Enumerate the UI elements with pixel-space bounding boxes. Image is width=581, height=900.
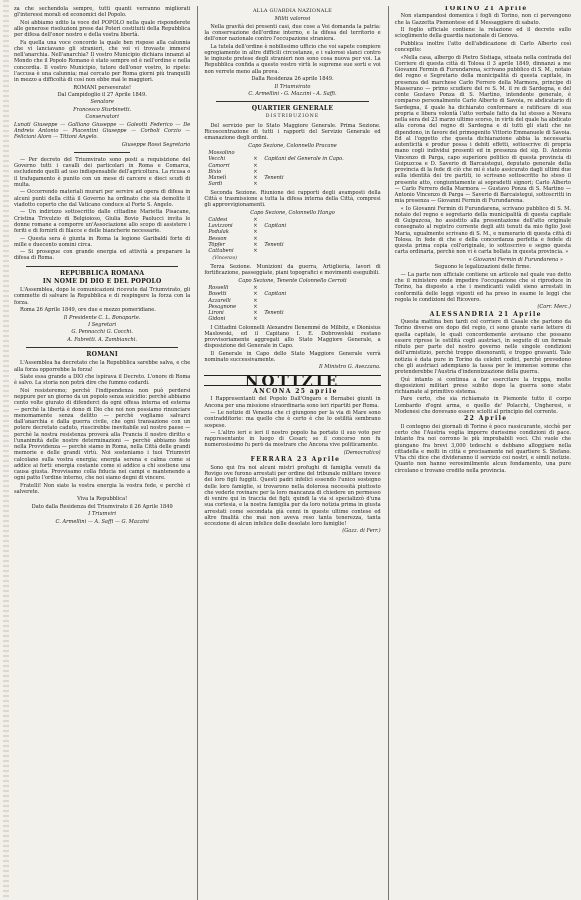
torino-p1: Non stampandosi domenica i fogli di Torino, non ci pervengono che la Gazzetta Piemontese ed il Messaggiere di sabato. [394, 13, 571, 26]
col1-d5: — Si prosegue con grande energia ed attività a preparare la difesa di Roma. [14, 249, 191, 262]
officer-mark: × [253, 223, 258, 230]
col1-p2: Fa quella una voce concorde la quale ben rispose alla calunnia che vi lanciavano gli stranieri, che voi vi trovaste immersi nell'anarchia. Nell'anarchia? Il vostro Municipio dichiara innanzi al Mondo che il Popolo Romano è stato sempre ed è nell'ordine e nella concordia. Il vostro Municipio, tutore dell'onor vostro, lo ripete: l'accusa è una calunnia; mai cercato per Roma giorni più tranquilli in mezzo a difficoltà di così non ebbe mai le maggiori. [14, 39, 191, 84]
officer-mark: × [253, 310, 258, 316]
column-2 [197, 6, 380, 900]
qg-sez3: Terza Sezione. Munizioni da guerra, Artiglieria, lavori di fortificazione, passeggiate, piani topografici e movimenti eseguibili. [204, 263, 381, 277]
officer-name: Mossolino [208, 150, 235, 157]
officer-mark: × [253, 248, 258, 255]
officer-mark: × [253, 303, 258, 310]
officer-mark: × [253, 297, 258, 304]
qg-capo-3: Capo Sezione, Tenente Colonnello Cerroti [238, 277, 347, 284]
col2-p2-date: Dalla Residenza 26 aprile 1849. [251, 76, 334, 83]
genova-text: Il contegno dei giornali di Torino è poco rassicurante, sicchè per certo che l'Austria voglia imporre durissime condizioni di pace. Intanto fra noi corrono le più improbabili voci. Chi vuole che giungano fra brevi 3,000 tedeschi e debbano alloggiare nella cittadella e molti in città e precisamente nel quartiere S. Stefano. V'ha chi dice che divideranno il servizio coi nostri, e simili notizie. Quanto non hanno verosimilmente alcun fondamento, una pure circolano e trovano credito nella provincia. [394, 423, 571, 474]
torino-p4-source: (Corr. Merc.) [537, 304, 571, 311]
officer-rank-note: Capitani [264, 291, 287, 298]
officer-mark: × [253, 156, 258, 163]
col1-dated: Dal Campidoglio il 27 Aprile 1849. [57, 92, 147, 98]
ferrara-source: (Gazz. di Ferr.) [342, 528, 381, 535]
col2-topline: ALLA GUARDIA NAZIONALE [253, 8, 332, 14]
column-1 [14, 6, 190, 900]
rep-date: Roma 26 Aprile 1849, ore due e mezzo pomeridiane. [20, 307, 156, 314]
officer-row [208, 316, 380, 322]
rep-segr-1: G. Pennacchi G. Cocchi. [71, 329, 133, 336]
officer-row [208, 248, 380, 254]
cosi-source: (Democratico) [343, 449, 381, 456]
officer-mark: × [253, 229, 258, 236]
ferrara-text: Sono qui fra noi alcuni mistri profughi di famiglia venuti da Rovigo ove furono arrestati per ordine del tribunale militare invece dei loro figli fuggiti. Questi padri infelici essendo l'unico sostegno delle loro famiglie, si trovarono nella dolorosa necessità piuttosto che vederle rovinare per la loro mancanza di chiedere un permesso di venire qui in traccia dei figli; quindi la via si specializzò d'una sua cortesia, e la nostra famiglia pur da loro notizia prima in giusta arrestati come secondata già cenni in queste ultime contese ed altre finalità che mai non aveva reso tanta tenerezza, tanta eccezione di alcun infelice delle desolate loro famiglie! [204, 464, 381, 527]
officer-name: Lironi [208, 310, 224, 316]
officer-mark: × [253, 241, 258, 248]
col1-conserv-label: Conservatori [85, 114, 119, 121]
col1-shout: ROMANI perseverate! [73, 84, 132, 91]
officer-name: Besson [208, 235, 227, 242]
officer-name: Bixio [208, 168, 222, 175]
romani-trium-label: I Triumviri [88, 511, 117, 518]
alessandria-heading: ALESSANDRIA 21 Aprile [429, 310, 542, 318]
officer-rank-note: Capitani [264, 223, 287, 230]
divider [26, 347, 178, 348]
officer-name: Caldesi [208, 216, 228, 223]
officer-name: Sardi [208, 181, 223, 188]
col2-trium: C. Armellini - G. Mazzini - A. Saffi. [248, 90, 337, 97]
romani-trium: C. Armellini — A. Saffi — G. Mazzini [55, 518, 149, 525]
genova-heading: 22 Aprile [464, 415, 508, 423]
officer-row [208, 181, 380, 187]
atto-text: «Nella casa, albergo di Pietro Sistiaga, situata nella contrada del Corriere di questa città di Tolosa il 3 aprile 1849, dinnanzi a me Giovanni Fermin di Furundarena, scrivano pubblico di S. M., notaio del regno e Segretario della municipalità di questa capitale, in presenza del marchese Carlo Ferrero della Marmora, principe di Masserano — primo scudiere del re S. M. il re di Sardegna, e del conte Gustavo Ponza di S. Martino, intendente generale, è comparso personalmente Carlo Alberto di Savoia, re abdicatario di Sardegna, il quale ha dichiarato conformare e ratificare di sua propria e libera volontà l'atto verbale fatto da lui stesso a Novara nella sera del 23 marzo ultimo scorso, in virtù del quale ha abdicato alla corona del regno di Sardegna e di tutti gli stati che ne dipendono, in favore del primogenito Vittorio Emmanuele di Savoia. Ed al l'oggetto che questa dichiarazione abbia la necessaria autenticità e produr possa i debiti effetti, sottoscrive di propria mano cogli individui presenti ed in presenza del sig. D. Antonio Vincenzo di Parga, capo superiore politico di questa provincia di Guipuzcoa e D. Saverio di Barcaistegui, deputato generale della provincia di la fede di ciò che mi è stato assicurato dagli ultimi due sulla identità dei tre partiti, io scrivano sottoscritto ho steso il presente atto, congiuntamente ai sopradetti signori; Carlo Alberto — Carlo Ferrero della Marmora — Gustavo Ponza di S. Martino — Antonio Vincenzo di Parga — Saverio di Barcaistegui, sottoscritti in mia presenza — Giovanni Fermin di Furundarena. [394, 54, 571, 205]
col1-conserv-names: Lunati Giuseppe — Galliano Giuseppe — Galeotti Federico — De Andreis Antonio — Piacentini Giuseppe — Corboli Corzio — Feliciani Aloro — Tittoni Angelo. [14, 121, 191, 141]
ancona-text: I Rappresentanti del Popolo Dall'Ongaro e Bernabei giunti in Ancona per una missione straordinaria sono ieri ripartiti per Roma. [204, 396, 381, 409]
officer-mark: × [253, 162, 258, 169]
qg-cittadini: I Cittadini Colonnelli Alexandre Ilenemmé de Milbitz, e Dionisius Maslowski, ed il Capitano I. E. Dobrowolski restano provvisoriamente aggregati allo Stato Maggiore Generale, a disposizione del Generale in Capo. [204, 324, 381, 350]
romani-p1: L'Assemblea ha decretato che la Repubblica sarebbe salva, e che alla forza opporrebbe la forza! [14, 360, 191, 373]
divider [74, 152, 130, 153]
officer-name: Töpfer [208, 241, 225, 248]
col1-d4: — Questa sera è giunta in Roma la legione Garibaldi forte di mille e duecento uomini circa. [14, 235, 191, 248]
officer-mark: × [253, 285, 258, 291]
qg-capo-1: Capo Sezione, Colonnello Pracane [248, 142, 337, 149]
col1-segretario: Giuseppe Rossi Segretario [121, 141, 191, 148]
torino-p4: — La parte non ufficiale contiene un articolo nel quale vuo detto che il ministero onde impedire l'occupazione che si riproduce in Torino, ha disposto a che i mendicanti validi sieno arrestati in conformità delle leggi vigenti ed ha preso in esame le leggi che regola le condizioni del Ricovero. [394, 271, 571, 303]
officer-list-1 [208, 150, 380, 188]
col1-d1: — Per decreto del Triumvirato sono posti a requisizione del Governo tutti i cavalli dei particolari in Roma e Comarca, escludendo quelli ad uso indispensabile dell'agricoltura. La ricusa o il trafugamento è punito con un mese di carcere e dieci scudi di multa. [14, 156, 191, 188]
officer-name: Gidoni [208, 316, 226, 323]
col2-p1: Nella gravità dei presenti casi, due cose a Voi domanda la patria: la conservazione dell'ordine interno, e la difesa del territorio e dell'onor nazionale contro l'occupazione straniera. [204, 23, 381, 43]
col1-senatore: Francesco Sturbinetti. [73, 106, 132, 113]
romani-p4: Fratelli! Non siate la vostra energia la vostra fede, e perchè ci salverete. [14, 482, 191, 495]
col2-p2: La tutela dell'ordine è nobilissimo ufficio che voi sapete compiere egregiamente in altre difficili circostanze, e i valorosi slanci contro le ingiuste pretese degli stranieri non sono cosa nuova per voi. La Repubblica confida a questo vostro virtù le supreme sue sorti e voi non verrete meno alla prova. [204, 43, 381, 75]
torino-p2: Il foglio ufficiale contiene la relazione ed il decreto sullo scioglimento della guardia nazionale di Genova. [394, 27, 571, 40]
alessandria-text: Questa mattina ben tardi col corriere di Casale che partono da Torino diverse ore dopo del regio, ci sono giunte varie lettere di quella capitale, le quali concordemente avvisano che possano essere riprese le ostilità cogli austriaci, in seguito di un formale rifiuto per parte del nostro governo nelle singole condizioni dell'armistizio, perchè troppo disonoranti, e troppo gravanti. Tale notizia è data pure in Torino da celebri codici, perchè prevedono che gli austriaci adempiano la tassa per le immense somme che pretenderebbe l'Austria d'indennizzazione della guerra. [394, 319, 571, 376]
officer-name: Azzarelli [208, 297, 231, 304]
qg-generale: Il Generale in Capo dello Stato Maggiore Generale verrà nominato successivamente. [204, 350, 381, 363]
legalizzazioni: Seguono le legalizzazioni delle firme. [434, 264, 531, 271]
rep-text: L'Assemblea, dopo le comunicazioni ricevute dal Triumvirato, gli commette di salvare la Repubblica e di respingere la forza con la forza. [14, 287, 191, 306]
officer-mark: × [253, 291, 258, 298]
romani-viva: Viva la Repubblica! [77, 496, 128, 503]
officer-mark: × [253, 175, 258, 182]
torino-heading: TORINO 21 Aprile [444, 6, 528, 12]
officer-rank-note: Tenenti [264, 241, 284, 248]
officer-list-2-note: (Vincenzo) [212, 256, 238, 262]
col2-trium-label: Il Triumvirato [274, 83, 311, 90]
qg-title: QUARTIER GENERALE [251, 105, 334, 113]
qg-subtitle: DISTRIBUZIONE [265, 114, 320, 120]
officer-name: Lavizzoni [208, 223, 233, 230]
column-3 [388, 6, 571, 900]
officer-mark: × [253, 316, 258, 323]
col1-run-text: za che sechendola sempre, tutti quanti verranno migliorati gl'interessi morali ed economici del Popolo. [14, 6, 191, 19]
officer-name: Podulak [208, 229, 229, 236]
col1-d2: — Occorrendo materiali murari per servire ad opera di difesa in alcuni punti della città il Governo ha ordinato che sia demolito il viadotto coperto che dal Vaticano conduce al Forte S. Angelo. [14, 189, 191, 208]
qg-intro: Del servizio per lo Stato Maggiore Generale. Prima Sezione. Ricoscentrazione di tutti i rapporti del Servizio Generale ed emanazione degli ordini. [204, 122, 381, 142]
officer-rank-note: Tenenti [264, 175, 284, 182]
atto-signature: « Giovanni Fermin di Furundarena » [468, 256, 563, 263]
divider [216, 101, 368, 102]
officer-mark: × [253, 216, 258, 223]
officer-name: Rosselli [208, 285, 229, 291]
torino-p3: Pubblica inoltre l'atto dell'abdicazione di Carlo Alberto così concepito: [394, 40, 571, 54]
notizie-banner: NOTIZIE [204, 375, 380, 386]
officer-rank-note: Capitani del Generale in Capo. [264, 156, 344, 163]
alessandria-ques: Quì intanto si continua a far esercitare la truppa, molte disposizioni militari preso subito dopo la guerra sono state richiamate al primitivo sistema. [394, 376, 571, 395]
ferrara-heading: FERRARA 23 Aprile [250, 456, 341, 464]
divider [26, 266, 178, 267]
ancona-heading: ANCONA 25 aprile [253, 387, 338, 395]
officer-mark: × [253, 235, 258, 242]
officer-name: Cattabeni [208, 248, 234, 255]
officer-name: Pesagnone [208, 303, 237, 310]
romani-p3: Noi resisteremo; perchè l'indipendenza non può perdersi neppure per un giorno da un popolo senza suicidio: perchè abbiamo cento volte giurato di difenderci da ogni offesa interna ed esterna — perchè la libertà è dono di Dio che noi non possiamo rinunciare menomamente senza delitto — perchè vogliamo salvarci dall'anarchia e dalla guerra civile, che ogni transazione con un potere decretato caduto, riuscirebbe inevitabile sul nostro paese — perchè la nostra resistenza proverà alla Francia il nostro diritto e l'unanimità delle nostre determinazioni — perchè abbiamo fede nella Provvidenza — perchè siamo in Roma, nella Città delle grandi memorie e delle grandi virtù. Noi sosteniamo i tuoi Triumviri calcolano sulla vostra energia; energia serena e calma come si addice ai forti: energia costante come si addice a chi sostiene una causa giusta. Provvisamo colla fiducia nei campi e mantenendo a ogni patto l'ordine interno, che noi siamo degni di vincere. [14, 387, 191, 482]
officer-list-3 [208, 285, 380, 323]
col2-militi: Militi valorosi [274, 16, 311, 23]
col1-senatore-label: Senatore [90, 99, 114, 106]
qg-capo-2: Capo Sezione, Colonnello Hango [250, 209, 335, 216]
officer-mark: × [253, 168, 258, 175]
alessandria-pare: Pare certo, che sia richiamato in Piemonte tutto il corpo Lombardo d'ogni arma, e quello de' Polacchi, Ungheresi, e Modenesi che dovevano essere sciolti al principio del corrente. [394, 396, 571, 415]
rep-subtitle: IN NOME DI DIO E DEL POPOLO [42, 277, 162, 285]
rep-segr-label: I Segretari [88, 322, 117, 328]
venezia-text: — Le notizie di Venezia che ci giungono per la via di Mare sono contradditorie: ma quello che è certo è che lo ostilità sembrano sospese. [204, 410, 381, 429]
officer-mark: × [253, 181, 258, 188]
col1-p1: Noi abbiamo udito la voce del POPOLO nella quale risponderete alle generose risoluzioni prese dai Poteri costituiti della Repubblica per difesa dell'onor nostro e della vostra libertà. [14, 19, 191, 39]
binding-edge [3, 0, 9, 900]
officer-rank-note: Tenenti [264, 310, 284, 316]
officer-name: Vecchi [208, 156, 226, 163]
col1-d3: — Un indirizzo sottoscritto dalle cittadine Marietta Pisacane, Cristina Trivulzio di Belgioioso, Giulia Bovio Paolucci invita le donne romane a comporre un'Associazione allo scopo di assistere i feriti e di fornirli di filacce e delle biancherie necessarie. [14, 209, 191, 235]
officer-name: Manelì [208, 175, 227, 182]
romani-title: ROMANI [86, 351, 118, 359]
officer-name: Bosetti [208, 291, 227, 298]
rep-president: Il Presidente C. L. Bonaparte. [63, 314, 141, 321]
officer-name: Camorri [208, 162, 230, 169]
qg-sez2: Seconda Sezione. Riunione dei rapporti degli avamposti della Città e trasmissione a tutta la difesa interna della Città, compresi gli approvvigionamenti. [204, 189, 381, 209]
rep-segr-2: A. Fabretti. A. Zambianchi. [67, 336, 138, 343]
rep-title: REPUBBLICA ROMANA [60, 269, 145, 277]
cosi-text: — L'altro ieri e ieri il nostro popolo ha portato il suo voto per rappresentante in luogo di Cesari; se il concorso non fu numerosissimo fu però da mostrare che Ancona vive politicamente. [204, 429, 381, 449]
romani-p2: Siate essa grande a DIO che ispirava il Decreto. L'onore di Roma è salvo. La storia non potrà dire che fummo codardi. [14, 374, 191, 387]
officer-list-2 [208, 217, 380, 255]
romani-viva-dated: Dato dalla Residenza del Triumvirato il 26 Aprile 1849 [31, 503, 173, 510]
qg-ministro: Il Ministro G. Avezzana. [319, 364, 381, 371]
atto-text-2: « Io Giovanni Fermin di Furundarena, scrivano pubblico di S. M. notaio del regno e segretario della municipalità di questa capitale di Guipuzcoa, ho assistito alla presentazione dell'atto originale consegnato al registro corrente degli atti tenuti da mio figlio José Maria, ugualmente scrivano di S. M., e numerario di questa città di Tolosa. In fede di che e della concordanza perfetta e fedele di questa prima copia coll'originale, io sottoscrivo e segno questa carta ordinaria, perchè non vi è carta bollata in questa provincia. » [394, 205, 571, 256]
